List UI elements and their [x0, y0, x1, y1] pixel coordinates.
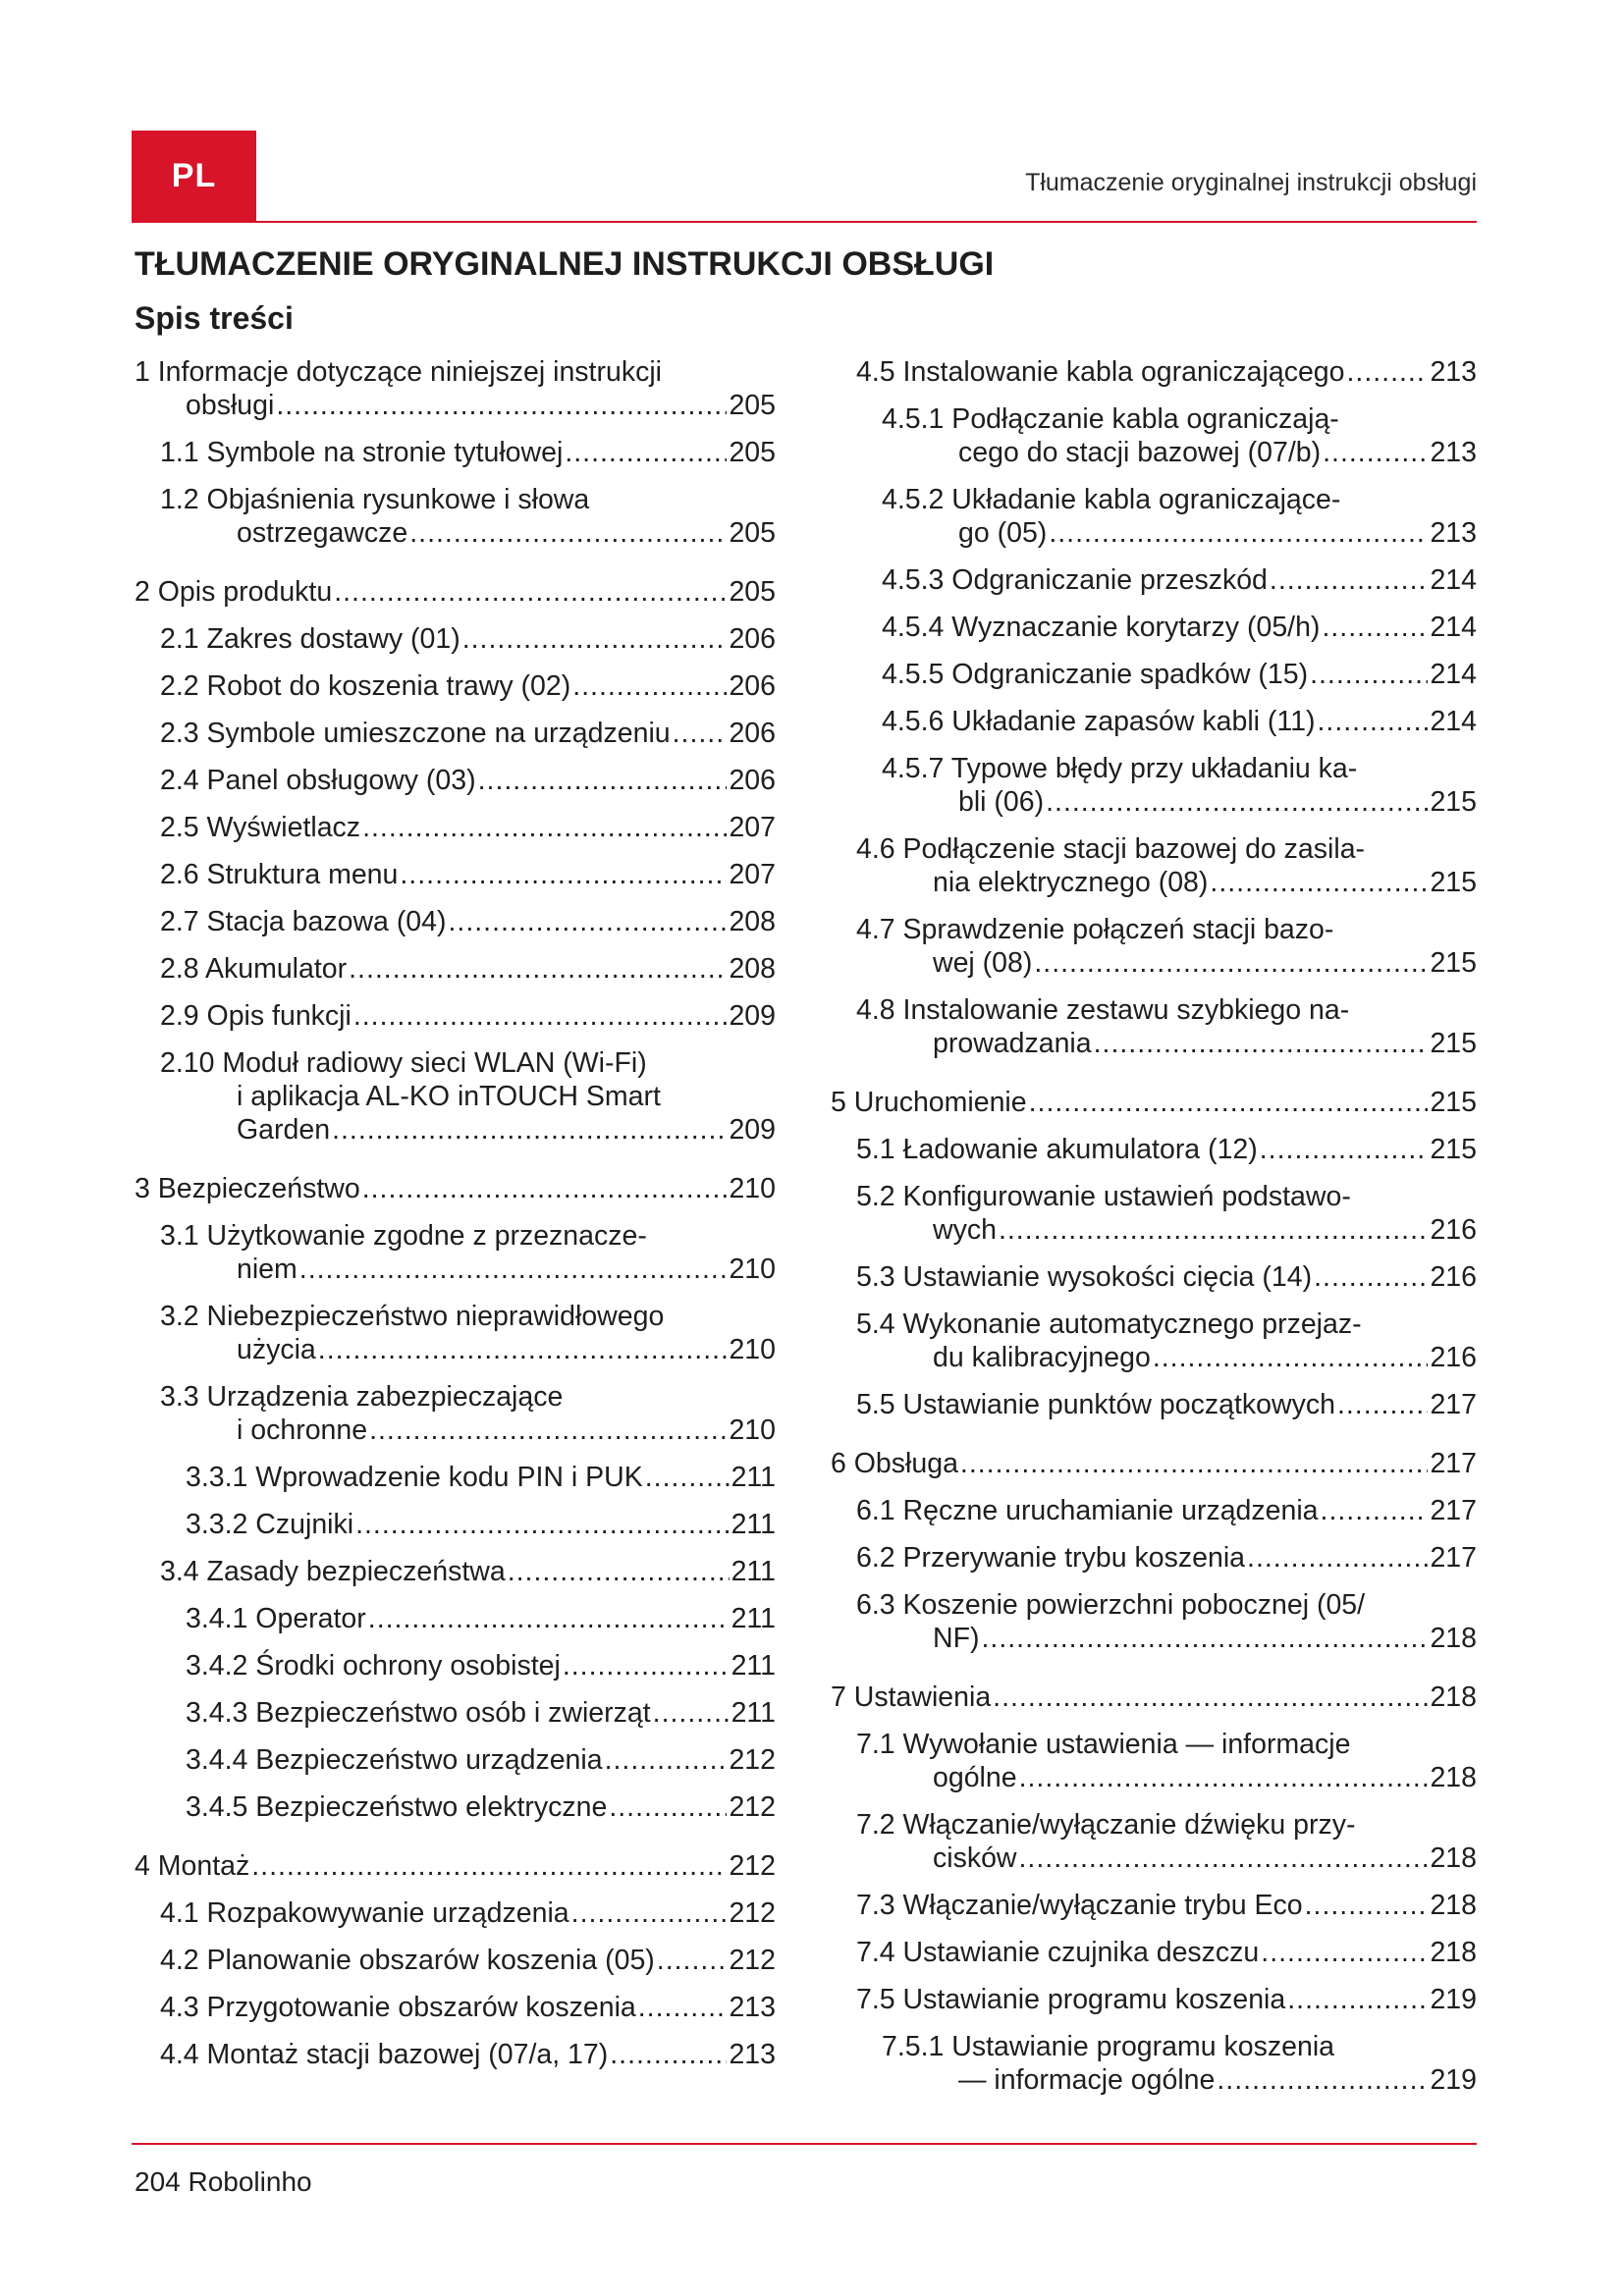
- toc-entry[interactable]: [831, 752, 1477, 819]
- toc-entry-title: 2.1 Zakres dostawy (01): [160, 623, 460, 655]
- toc-page-number: 208: [729, 953, 776, 985]
- toc-entry-title: Garden: [237, 1114, 331, 1146]
- toc-entry[interactable]: [135, 1508, 776, 1541]
- toc-page-number: 218: [1430, 1762, 1477, 1793]
- toc-entry-title: 4.2 Planowanie obszarów koszenia (05): [160, 1945, 655, 1976]
- toc-page-number: 216: [1430, 1214, 1477, 1246]
- toc-page-number: 219: [1430, 1984, 1477, 2015]
- toc-entry-title: 2.2 Robot do koszenia trawy (02): [160, 670, 571, 702]
- toc-leader-dots: [334, 575, 727, 609]
- toc-entry-title: 6 Obsługa: [831, 1448, 958, 1479]
- toc-entry-title: 5.1 Ładowanie akumulatora (12): [856, 1134, 1258, 1165]
- toc-leader-dots: [1314, 1260, 1428, 1294]
- toc-entry[interactable]: [831, 1260, 1477, 1294]
- toc-entry[interactable]: [831, 993, 1477, 1060]
- toc-entry-title: 2.6 Struktura menu: [160, 859, 399, 890]
- toc-entry-title: użycia: [237, 1334, 316, 1365]
- toc-entry[interactable]: [831, 1983, 1477, 2016]
- toc-entry[interactable]: [135, 436, 776, 469]
- toc-entry[interactable]: [831, 1308, 1477, 1374]
- toc-leader-dots: [1019, 1842, 1429, 1875]
- toc-entry-title: 2.7 Stacja bazowa (04): [160, 906, 447, 937]
- toc-entry-title: i ochronne: [237, 1415, 368, 1446]
- toc-leader-dots: [571, 1896, 728, 1930]
- toc-entry[interactable]: [831, 832, 1477, 899]
- toc-entry[interactable]: [135, 905, 776, 938]
- toc-column-right: [831, 355, 1477, 2110]
- toc-page-number: 213: [1430, 356, 1477, 388]
- toc-page-number: 218: [1430, 1623, 1477, 1654]
- toc-entry-title: 4.5.4 Wyznaczanie korytarzy (05/h): [882, 612, 1321, 643]
- toc-leader-dots: [1270, 563, 1429, 597]
- header-divider: [132, 221, 1477, 223]
- toc-page-number: 206: [729, 623, 776, 655]
- toc-entry-title: 2.4 Panel obsługowy (03): [160, 765, 476, 796]
- toc-leader-dots: [638, 1991, 728, 2024]
- toc-entry[interactable]: [135, 1380, 776, 1447]
- toc-page-number: 207: [729, 859, 776, 890]
- toc-page-number: 215: [1430, 1087, 1477, 1118]
- toc-entry[interactable]: [831, 913, 1477, 980]
- toc-leader-dots: [332, 1113, 727, 1147]
- toc-entry[interactable]: [135, 1300, 776, 1366]
- toc-page-number: 212: [729, 1744, 776, 1776]
- toc-page-number: 208: [729, 906, 776, 937]
- toc-leader-dots: [993, 1681, 1428, 1714]
- toc-page-number: 212: [729, 1945, 776, 1976]
- toc-entry-title: 4.6 Podłączenie stacji bazowej do zasila-: [856, 833, 1366, 865]
- toc-entry-title: 7.1 Wywołanie ustawienia — informacje: [856, 1729, 1351, 1760]
- toc-leader-dots: [362, 1172, 728, 1205]
- toc-entry[interactable]: [135, 2038, 776, 2071]
- toc-entry[interactable]: [831, 1681, 1477, 1714]
- toc-entry[interactable]: [831, 658, 1477, 691]
- toc-page-number: 211: [731, 1462, 776, 1493]
- toc-leader-dots: [1287, 1983, 1428, 2016]
- toc-entry-title: 2 Opis produktu: [135, 576, 333, 608]
- toc-page-number: 205: [729, 437, 776, 468]
- toc-entry[interactable]: [831, 1133, 1477, 1166]
- toc-leader-dots: [605, 1743, 728, 1777]
- toc-entry-title: 3.3 Urządzenia zabezpieczające: [160, 1381, 564, 1413]
- toc-page-number: 213: [1430, 437, 1477, 468]
- toc-entry[interactable]: [831, 483, 1477, 550]
- toc-entry[interactable]: [831, 2030, 1477, 2097]
- toc-leader-dots: [999, 1213, 1429, 1247]
- toc-entry[interactable]: [831, 1447, 1477, 1480]
- toc-leader-dots: [1305, 1889, 1429, 1922]
- toc-leader-dots: [462, 622, 728, 656]
- toc-entry[interactable]: [135, 717, 776, 750]
- toc-entry-title: 4.5.6 Układanie zapasów kabli (11): [882, 706, 1316, 737]
- toc-entry-title: 4 Montaż: [135, 1850, 250, 1882]
- toc-entry-title: 4.7 Sprawdzenie połączeń stacji bazo-: [856, 914, 1334, 945]
- toc-entry-title: 3 Bezpieczeństwo: [135, 1173, 360, 1204]
- toc-page-number: 206: [729, 765, 776, 796]
- toc-entry[interactable]: [135, 1555, 776, 1588]
- toc-entry[interactable]: [135, 999, 776, 1033]
- toc-leader-dots: [610, 2038, 727, 2071]
- toc-entry[interactable]: [135, 858, 776, 891]
- toc-page-number: 211: [731, 1603, 776, 1634]
- toc-leader-dots: [563, 1649, 730, 1682]
- toc-entry[interactable]: [831, 563, 1477, 597]
- toc-leader-dots: [1337, 1388, 1429, 1421]
- toc-page-number: 212: [729, 1850, 776, 1882]
- toc-page-number: 209: [729, 1000, 776, 1032]
- toc-page-number: 212: [729, 1897, 776, 1929]
- toc-page-number: 205: [729, 390, 776, 421]
- toc-entry[interactable]: [831, 1541, 1477, 1575]
- toc-leader-dots: [960, 1447, 1429, 1480]
- toc-entry[interactable]: [831, 1936, 1477, 1969]
- toc-entry-title: 7.5.1 Ustawianie programu koszenia: [882, 2031, 1334, 2062]
- toc-entry[interactable]: [135, 622, 776, 656]
- toc-entry-title: 5.5 Ustawianie punktów początkowych: [856, 1389, 1335, 1420]
- toc-page-number: 217: [1430, 1448, 1477, 1479]
- toc-leader-dots: [318, 1333, 728, 1366]
- toc-entry[interactable]: [135, 1602, 776, 1635]
- toc-page-number: 216: [1430, 1261, 1477, 1293]
- toc-page-number: 216: [1430, 1342, 1477, 1373]
- toc-leader-dots: [362, 811, 727, 844]
- toc-leader-dots: [1310, 658, 1428, 691]
- toc-leader-dots: [1322, 611, 1428, 644]
- toc-page-number: 218: [1430, 1682, 1477, 1713]
- toc-entry-title: 4.5.1 Podłączanie kabla ograniczają-: [882, 403, 1339, 435]
- toc-page-number: 210: [729, 1334, 776, 1365]
- toc-entry-title: prowadzania: [933, 1028, 1092, 1059]
- toc-entry-title: 5.3 Ustawianie wysokości cięcia (14): [856, 1261, 1313, 1293]
- toc-entry-title: 3.4.4 Bezpieczeństwo urządzenia: [186, 1744, 603, 1776]
- toc-page-number: 218: [1430, 1890, 1477, 1921]
- toc-entry[interactable]: [135, 1849, 776, 1883]
- footer-divider: [132, 2143, 1477, 2145]
- toc-entry[interactable]: [135, 1696, 776, 1730]
- toc-leader-dots: [478, 764, 728, 797]
- toc-entry-title: 7 Ustawienia: [831, 1682, 992, 1713]
- toc-entry-title: 2.8 Akumulator: [160, 953, 348, 985]
- toc-entry-title: 5 Uruchomienie: [831, 1087, 1027, 1118]
- toc-leader-dots: [1347, 355, 1429, 389]
- toc-entry[interactable]: [135, 1172, 776, 1205]
- toc-page-number: 218: [1430, 1842, 1477, 1874]
- toc-page-number: 206: [729, 670, 776, 702]
- toc-entry[interactable]: [831, 402, 1477, 469]
- toc-leader-dots: [1210, 866, 1428, 899]
- toc-entry-title: wej (08): [933, 947, 1033, 979]
- toc-page-number: 211: [731, 1556, 776, 1587]
- toc-entry-title: 2.5 Wyświetlacz: [160, 812, 361, 843]
- toc-page-number: 213: [1430, 517, 1477, 549]
- toc-page-number: 214: [1430, 564, 1477, 596]
- toc-column-left: [135, 355, 776, 2085]
- toc-entry-title: 4.1 Rozpakowywanie urządzenia: [160, 1897, 569, 1929]
- toc-leader-dots: [369, 1414, 727, 1447]
- toc-entry[interactable]: [135, 811, 776, 844]
- footer-page-label: 204 Robolinho: [135, 2166, 312, 2197]
- toc-entry[interactable]: [831, 1808, 1477, 1875]
- toc-leader-dots: [645, 1461, 730, 1494]
- toc-page-number: 217: [1430, 1389, 1477, 1420]
- toc-entry-title: obsługi: [186, 390, 275, 421]
- toc-leader-dots: [1019, 1761, 1429, 1794]
- toc-entry-title: bli (06): [958, 786, 1045, 818]
- toc-entry[interactable]: [135, 952, 776, 986]
- toc-page-number: 218: [1430, 1937, 1477, 1968]
- toc-entry[interactable]: [135, 1991, 776, 2024]
- toc-entry[interactable]: [831, 1086, 1477, 1119]
- language-badge: PL: [132, 131, 256, 221]
- toc-leader-dots: [1094, 1027, 1429, 1060]
- toc-leader-dots: [1323, 436, 1428, 469]
- toc-entry-title: 6.1 Ręczne uruchamianie urządzenia: [856, 1495, 1319, 1526]
- toc-leader-dots: [508, 1555, 730, 1588]
- toc-entry[interactable]: [831, 1588, 1477, 1655]
- toc-page-number: 213: [729, 2039, 776, 2070]
- toc-entry-title: 4.5.5 Odgraniczanie spadków (15): [882, 659, 1309, 690]
- toc-entry-title: 1.2 Objaśnienia rysunkowe i słowa: [160, 484, 590, 515]
- toc-entry[interactable]: [135, 1046, 776, 1147]
- toc-entry-title: 7.3 Włączanie/wyłączanie trybu Eco: [856, 1890, 1303, 1921]
- toc-entry[interactable]: [135, 1944, 776, 1977]
- toc-entry-title: 4.5 Instalowanie kabla ograniczającego: [856, 356, 1345, 388]
- toc-page-number: 206: [729, 718, 776, 749]
- toc-entry-title: cisków: [933, 1842, 1017, 1874]
- toc-entry-title: i aplikacja AL-KO inTOUCH Smart: [237, 1081, 661, 1112]
- toc-leader-dots: [565, 436, 727, 469]
- toc-entry-title: 4.5.7 Typowe błędy przy układaniu ka-: [882, 753, 1358, 784]
- toc-entry[interactable]: [135, 355, 776, 422]
- toc-page-number: 211: [731, 1697, 776, 1729]
- toc-page-number: 210: [729, 1254, 776, 1285]
- toc-entry[interactable]: [135, 1461, 776, 1494]
- toc-entry-title: 4.4 Montaż stacji bazowej (07/a, 17): [160, 2039, 609, 2070]
- toc-leader-dots: [1321, 1494, 1429, 1527]
- toc-leader-dots: [409, 516, 727, 550]
- toc-entry-title: 2.3 Symbole umieszczone na urządzeniu: [160, 718, 671, 749]
- toc-leader-dots: [1046, 785, 1428, 819]
- toc-entry-title: 3.4.3 Bezpieczeństwo osób i zwierząt: [186, 1697, 651, 1729]
- toc-entry[interactable]: [135, 1219, 776, 1286]
- toc-page-number: 215: [1430, 867, 1477, 898]
- toc-page-number: 214: [1430, 659, 1477, 690]
- toc-entry[interactable]: [831, 1388, 1477, 1421]
- toc-heading: Spis treści: [135, 300, 294, 336]
- toc-page-number: 219: [1430, 2064, 1477, 2096]
- toc-entry-title: 1.1 Symbole na stronie tytułowej: [160, 437, 564, 468]
- toc-page-number: 215: [1430, 786, 1477, 818]
- toc-entry-title: 6.2 Przerywanie trybu koszenia: [856, 1542, 1246, 1574]
- toc-leader-dots: [276, 389, 727, 422]
- toc-entry[interactable]: [135, 1743, 776, 1777]
- toc-entry[interactable]: [135, 483, 776, 550]
- toc-entry-title: niem: [237, 1254, 298, 1285]
- toc-entry-title: 3.3.2 Czujniki: [186, 1509, 354, 1540]
- toc-entry-title: 4.5.2 Układanie kabla ograniczające-: [882, 484, 1341, 515]
- toc-entry-title: cego do stacji bazowej (07/b): [958, 437, 1322, 468]
- toc-leader-dots: [1261, 1936, 1428, 1969]
- toc-entry-title: 2.9 Opis funkcji: [160, 1000, 352, 1032]
- toc-leader-dots: [299, 1253, 728, 1286]
- toc-page-number: 209: [729, 1114, 776, 1146]
- toc-leader-dots: [368, 1602, 730, 1635]
- toc-entry-title: wych: [933, 1214, 997, 1246]
- toc-page-number: 210: [729, 1173, 776, 1204]
- toc-page-number: 215: [1430, 947, 1477, 979]
- toc-leader-dots: [609, 1790, 727, 1824]
- toc-entry-title: ostrzegawcze: [237, 517, 408, 549]
- toc-leader-dots: [572, 669, 727, 703]
- toc-page-number: 205: [729, 576, 776, 608]
- toc-leader-dots: [1034, 946, 1428, 980]
- toc-entry-title: 5.2 Konfigurowanie ustawień podstawo-: [856, 1181, 1351, 1212]
- toc-leader-dots: [657, 1944, 728, 1977]
- toc-leader-dots: [653, 1696, 730, 1730]
- toc-page-number: 211: [731, 1650, 776, 1682]
- toc-leader-dots: [1217, 2063, 1428, 2097]
- toc-entry[interactable]: [135, 1790, 776, 1824]
- toc-page-number: 205: [729, 517, 776, 549]
- toc-entry-title: ogólne: [933, 1762, 1017, 1793]
- toc-entry[interactable]: [831, 611, 1477, 644]
- toc-entry-title: 3.4 Zasady bezpieczeństwa: [160, 1556, 506, 1587]
- document-title: TŁUMACZENIE ORYGINALNEJ INSTRUKCJI OBSŁUGI: [135, 245, 995, 283]
- toc-entry-title: 4.5.3 Odgraniczanie przeszkód: [882, 564, 1268, 596]
- toc-leader-dots: [349, 952, 727, 986]
- toc-entry-title: — informacje ogólne: [958, 2064, 1216, 2096]
- toc-leader-dots: [1153, 1341, 1429, 1374]
- toc-leader-dots: [1317, 705, 1428, 738]
- toc-entry-title: 7.4 Ustawianie czujnika deszczu: [856, 1937, 1260, 1968]
- toc-entry-title: go (05): [958, 517, 1048, 549]
- toc-leader-dots: [673, 717, 728, 750]
- toc-entry-title: nia elektrycznego (08): [933, 867, 1209, 898]
- toc-page-number: 217: [1430, 1542, 1477, 1574]
- toc-entry-title: 4.3 Przygotowanie obszarów koszenia: [160, 1992, 636, 2023]
- toc-entry-title: 3.4.2 Środki ochrony osobistej: [186, 1650, 561, 1682]
- toc-entry[interactable]: [831, 1889, 1477, 1922]
- toc-entry[interactable]: [135, 764, 776, 797]
- toc-page-number: 207: [729, 812, 776, 843]
- toc-page-number: 211: [731, 1509, 776, 1540]
- toc-entry-title: 5.4 Wykonanie automatycznego przejaz-: [856, 1308, 1362, 1340]
- toc-entry-title: 7.2 Włączanie/wyłączanie dźwięku przy-: [856, 1809, 1356, 1841]
- toc-page-number: 213: [729, 1992, 776, 2023]
- toc-entry-title: 3.4.1 Operator: [186, 1603, 366, 1634]
- toc-entry-title: 3.2 Niebezpieczeństwo nieprawidłowego: [160, 1301, 665, 1332]
- toc-entry-title: 3.3.1 Wprowadzenie kodu PIN i PUK: [186, 1462, 643, 1493]
- toc-entry-title: NF): [933, 1623, 980, 1654]
- toc-leader-dots: [1247, 1541, 1428, 1575]
- toc-page-number: 215: [1430, 1028, 1477, 1059]
- toc-entry[interactable]: [135, 575, 776, 609]
- toc-entry[interactable]: [831, 355, 1477, 389]
- toc-leader-dots: [1260, 1133, 1429, 1166]
- toc-leader-dots: [1049, 516, 1428, 550]
- toc-entry-title: 1 Informacje dotyczące niniejszej instrukcji: [135, 356, 662, 388]
- toc-entry[interactable]: [831, 1728, 1477, 1794]
- toc-page-number: 212: [729, 1791, 776, 1823]
- toc-entry-title: 6.3 Koszenie powierzchni pobocznej (05/: [856, 1589, 1366, 1621]
- toc-entry-title: 2.10 Moduł radiowy sieci WLAN (Wi-Fi): [160, 1047, 647, 1079]
- toc-entry[interactable]: [135, 1896, 776, 1930]
- toc-entry-title: 3.1 Użytkowanie zgodne z przeznacze-: [160, 1220, 647, 1252]
- toc-leader-dots: [400, 858, 727, 891]
- running-header-title: Tłumaczenie oryginalnej instrukcji obsługi: [1025, 169, 1477, 196]
- toc-entry-title: du kalibracyjnego: [933, 1342, 1151, 1373]
- toc-page-number: 215: [1430, 1134, 1477, 1165]
- toc-leader-dots: [1029, 1086, 1429, 1119]
- toc-entry-title: 7.5 Ustawianie programu koszenia: [856, 1984, 1286, 2015]
- toc-page-number: 217: [1430, 1495, 1477, 1526]
- toc-page-number: 210: [729, 1415, 776, 1446]
- toc-entry[interactable]: [831, 1180, 1477, 1247]
- toc-entry[interactable]: [831, 1494, 1477, 1527]
- toc-leader-dots: [251, 1849, 727, 1883]
- toc-entry[interactable]: [831, 705, 1477, 738]
- toc-entry[interactable]: [135, 1649, 776, 1682]
- toc-entry-title: 4.8 Instalowanie zestawu szybkiego na-: [856, 994, 1350, 1026]
- toc-page-number: 214: [1430, 706, 1477, 737]
- toc-entry[interactable]: [135, 669, 776, 703]
- toc-leader-dots: [355, 1508, 729, 1541]
- toc-entry-title: 3.4.5 Bezpieczeństwo elektryczne: [186, 1791, 608, 1823]
- toc-leader-dots: [353, 999, 728, 1033]
- toc-leader-dots: [449, 905, 728, 938]
- toc-leader-dots: [981, 1622, 1428, 1655]
- toc-page-number: 214: [1430, 612, 1477, 643]
